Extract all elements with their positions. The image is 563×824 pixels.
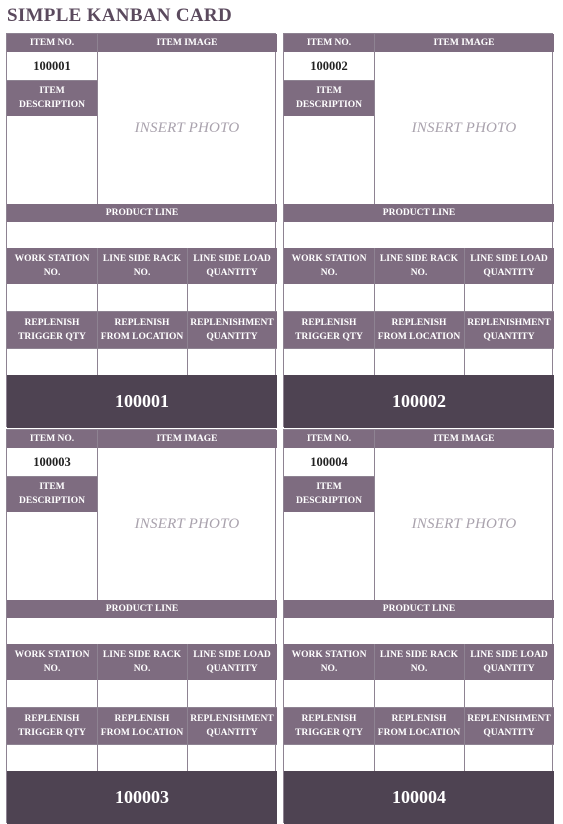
- product-line-header: PRODUCT LINE: [7, 204, 277, 222]
- grid-divider: [7, 707, 277, 708]
- work-station-no-header: WORK STATION NO.: [7, 248, 97, 284]
- line-side-rack-no-header: LINE SIDE RACK NO.: [374, 644, 464, 680]
- grid-divider: [464, 644, 465, 771]
- grid-divider: [284, 476, 374, 477]
- kanban-card: [6, 429, 276, 823]
- product-line-header: PRODUCT LINE: [284, 600, 554, 618]
- product-line-field[interactable]: [7, 222, 277, 248]
- line-side-load-quantity-header: LINE SIDE LOAD QUANTITY: [464, 248, 554, 284]
- replenishment-quantity-field[interactable]: [464, 348, 554, 375]
- replenishment-quantity-header: REPLENISHMENT QUANTITY: [464, 707, 554, 744]
- grid-divider: [187, 644, 188, 771]
- replenish-trigger-qty-field[interactable]: [284, 744, 374, 771]
- replenish-from-location-field[interactable]: [374, 348, 464, 375]
- line-side-rack-no-header: LINE SIDE RACK NO.: [97, 248, 187, 284]
- grid-divider: [7, 311, 277, 312]
- grid-divider: [97, 34, 98, 204]
- item-image-placeholder[interactable]: INSERT PHOTO: [411, 515, 517, 532]
- kanban-card: [283, 33, 553, 427]
- line-side-load-quantity-header: LINE SIDE LOAD QUANTITY: [464, 644, 554, 680]
- line-side-load-quantity-field[interactable]: [187, 680, 277, 707]
- grid-divider: [187, 248, 188, 375]
- kanban-card: [283, 429, 553, 823]
- grid-divider: [464, 248, 465, 375]
- replenishment-quantity-header: REPLENISHMENT QUANTITY: [187, 707, 277, 744]
- product-line-header: PRODUCT LINE: [7, 600, 277, 618]
- product-line-header: PRODUCT LINE: [284, 204, 554, 222]
- replenish-from-location-header: REPLENISH FROM LOCATION: [97, 311, 187, 348]
- item-no-value[interactable]: 100001: [7, 52, 97, 80]
- card-footer-number: 100003: [7, 771, 277, 824]
- line-side-rack-no-field[interactable]: [97, 284, 187, 311]
- work-station-no-header: WORK STATION NO.: [7, 644, 97, 680]
- replenishment-quantity-field[interactable]: [187, 348, 277, 375]
- item-description-field[interactable]: [284, 116, 374, 204]
- replenish-trigger-qty-header: REPLENISH TRIGGER QTY: [284, 707, 374, 744]
- item-description-header: ITEM DESCRIPTION: [7, 476, 97, 512]
- work-station-no-field[interactable]: [7, 680, 97, 707]
- replenish-trigger-qty-header: REPLENISH TRIGGER QTY: [284, 311, 374, 348]
- product-line-field[interactable]: [284, 222, 554, 248]
- work-station-no-header: WORK STATION NO.: [284, 248, 374, 284]
- replenish-trigger-qty-field[interactable]: [284, 348, 374, 375]
- grid-divider: [284, 80, 374, 81]
- work-station-no-field[interactable]: [7, 284, 97, 311]
- grid-divider: [284, 744, 554, 745]
- item-description-header: ITEM DESCRIPTION: [284, 476, 374, 512]
- grid-divider: [284, 311, 554, 312]
- grid-divider: [374, 644, 375, 771]
- grid-divider: [97, 644, 98, 771]
- line-side-rack-no-field[interactable]: [374, 680, 464, 707]
- replenish-from-location-header: REPLENISH FROM LOCATION: [374, 311, 464, 348]
- item-no-header: ITEM NO.: [7, 34, 97, 52]
- line-side-load-quantity-field[interactable]: [464, 680, 554, 707]
- line-side-load-quantity-field[interactable]: [187, 284, 277, 311]
- replenish-from-location-field[interactable]: [97, 744, 187, 771]
- card-footer-number: 100002: [284, 375, 554, 428]
- replenish-trigger-qty-field[interactable]: [7, 744, 97, 771]
- replenishment-quantity-field[interactable]: [464, 744, 554, 771]
- page-title: SIMPLE KANBAN CARD: [7, 5, 232, 26]
- item-description-field[interactable]: [7, 512, 97, 600]
- item-description-field[interactable]: [7, 116, 97, 204]
- item-description-field[interactable]: [284, 512, 374, 600]
- replenish-trigger-qty-header: REPLENISH TRIGGER QTY: [7, 311, 97, 348]
- card-footer-number: 100001: [7, 375, 277, 428]
- line-side-load-quantity-header: LINE SIDE LOAD QUANTITY: [187, 248, 277, 284]
- item-no-header: ITEM NO.: [284, 430, 374, 448]
- grid-divider: [374, 248, 375, 375]
- grid-divider: [7, 744, 277, 745]
- item-no-header: ITEM NO.: [7, 430, 97, 448]
- replenish-trigger-qty-header: REPLENISH TRIGGER QTY: [7, 707, 97, 744]
- line-side-rack-no-header: LINE SIDE RACK NO.: [374, 248, 464, 284]
- item-image-placeholder[interactable]: INSERT PHOTO: [134, 515, 240, 532]
- item-no-value[interactable]: 100002: [284, 52, 374, 80]
- work-station-no-field[interactable]: [284, 680, 374, 707]
- grid-divider: [284, 348, 554, 349]
- item-description-header: ITEM DESCRIPTION: [284, 80, 374, 116]
- line-side-rack-no-field[interactable]: [374, 284, 464, 311]
- kanban-card: [6, 33, 276, 427]
- grid-divider: [284, 707, 554, 708]
- work-station-no-field[interactable]: [284, 284, 374, 311]
- grid-divider: [7, 476, 97, 477]
- line-side-load-quantity-field[interactable]: [464, 284, 554, 311]
- item-description-header: ITEM DESCRIPTION: [7, 80, 97, 116]
- replenish-trigger-qty-field[interactable]: [7, 348, 97, 375]
- item-no-value[interactable]: 100003: [7, 448, 97, 476]
- replenishment-quantity-header: REPLENISHMENT QUANTITY: [464, 311, 554, 348]
- line-side-rack-no-header: LINE SIDE RACK NO.: [97, 644, 187, 680]
- grid-divider: [374, 34, 375, 204]
- product-line-field[interactable]: [7, 618, 277, 644]
- item-image-header: ITEM IMAGE: [374, 34, 554, 52]
- item-no-value[interactable]: 100004: [284, 448, 374, 476]
- item-image-header: ITEM IMAGE: [97, 430, 277, 448]
- item-image-header: ITEM IMAGE: [97, 34, 277, 52]
- replenishment-quantity-header: REPLENISHMENT QUANTITY: [187, 311, 277, 348]
- replenish-from-location-header: REPLENISH FROM LOCATION: [97, 707, 187, 744]
- item-no-header: ITEM NO.: [284, 34, 374, 52]
- replenish-from-location-field[interactable]: [97, 348, 187, 375]
- line-side-rack-no-field[interactable]: [97, 680, 187, 707]
- item-image-header: ITEM IMAGE: [374, 430, 554, 448]
- replenish-from-location-header: REPLENISH FROM LOCATION: [374, 707, 464, 744]
- line-side-load-quantity-header: LINE SIDE LOAD QUANTITY: [187, 644, 277, 680]
- grid-divider: [374, 430, 375, 600]
- work-station-no-header: WORK STATION NO.: [284, 644, 374, 680]
- grid-divider: [97, 430, 98, 600]
- item-image-placeholder[interactable]: INSERT PHOTO: [411, 119, 517, 136]
- card-footer-number: 100004: [284, 771, 554, 824]
- replenish-from-location-field[interactable]: [374, 744, 464, 771]
- grid-divider: [7, 348, 277, 349]
- grid-divider: [7, 80, 97, 81]
- replenishment-quantity-field[interactable]: [187, 744, 277, 771]
- grid-divider: [97, 248, 98, 375]
- product-line-field[interactable]: [284, 618, 554, 644]
- item-image-placeholder[interactable]: INSERT PHOTO: [134, 119, 240, 136]
